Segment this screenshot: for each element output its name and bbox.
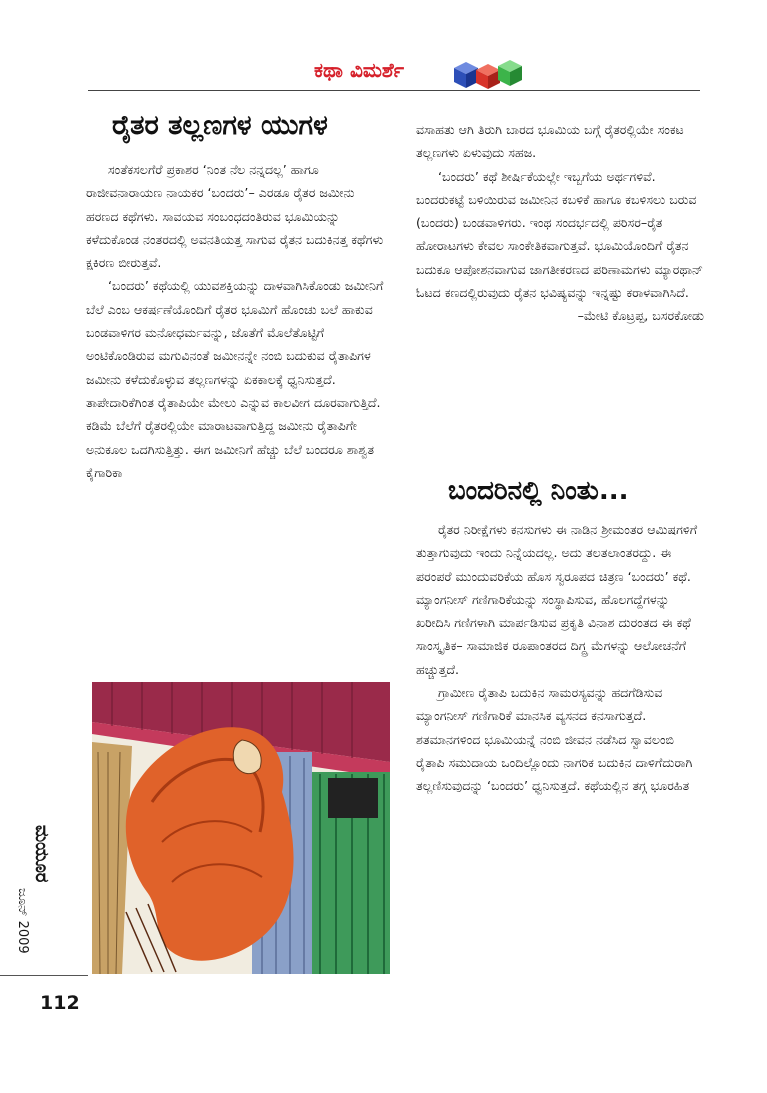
- story-illustration: [92, 682, 390, 974]
- right-column: [416, 118, 704, 328]
- paragraph: ಗ್ರಾಮೀಣ ರೈತಾಪಿ ಬದುಕಿನ ಸಾಮರಸ್ಯವನ್ನು ಹದಗೆಡಿಸುವ ಮ್ಯಾಂಗನೀಸ್ ಗಣಿಗಾರಿಕೆ ಮಾನಸಿಕ ವ್ಯಸನದ ಕನಸಾಗುತ್ತದೆ. ಶತಮಾನಗಳಿಂದ ಭೂಮಿಯನ್ನೆ ನಂಬಿ ಜೀವನ ನಡೆಸಿದ ಸ್ವಾವಲಂಬಿ ರೈತಾಪಿ ಸಮುದಾಯ ಒಂದಿಲ್ಲೊಂದು ನಾಗರಿಕ ಬದುಕಿನ ದಾಳಿಗೆದುರಾಗಿ ತಲ್ಲಣಿಸುವುದನ್ನು ‘ಬಂದರು’ ಧ್ವನಿಸುತ್ತದೆ. ಕಥೆಯಲ್ಲಿನ ತಗ್ಗ ಭೂರಹಿತ: [416, 685, 693, 794]
- issue-date: ಜೂನ್ 2009: [15, 888, 30, 954]
- page-number: 112: [40, 992, 80, 1014]
- paragraph: ವಸಾಹತು ಆಗಿ ತಿರುಗಿ ಬಾರದ ಭೂಮಿಯ ಬಗ್ಗೆ ರೈತರಲ್ಲಿಯೇ ಸಂಕಟ ತಲ್ಲಣಗಳು ಏಳುವುದು ಸಹಜ.: [416, 122, 684, 161]
- paragraph: ‘ಬಂದರು’ ಕಥೆ ಶೀರ್ಷಿಕೆಯಲ್ಲೇ ಇಬ್ಬಗೆಯ ಅರ್ಥಗಳಿವೆ. ಬಂದರುಕಟ್ಟೆ ಬಳಿಯಿರುವ ಜಮೀನಿನ ಕಬಳಿಕೆ ಹಾಗೂ ಕಬಳಿಸಲು ಬರುವ (ಬಂದರು) ಬಂಡವಾಳಿಗರು. ಇಂಥ ಸಂದರ್ಭದಲ್ಲಿ ಪರಿಸರ–ರೈತ ಹೋರಾಟಗಳು ಕೇವಲ ಸಾಂಕೇತಿಕವಾಗುತ್ತವೆ. ಭೂಮಿಯೊಂದಿಗೆ ರೈತನ ಬದುಕೂ ಆಪೋಶನವಾಗುವ ಜಾಗತೀಕರಣದ ಪರಿಣಾಮಗಳು ಮ್ಯಾರಥಾನ್ ಓಟದ ಕಣದಲ್ಲಿರುವುದು ರೈತನ ಭವಿಷ್ಯವನ್ನು ಇನ್ನಷ್ಟು ಕರಾಳವಾಗಿಸಿದೆ.: [416, 168, 704, 301]
- article-title-2: ಬಂದರಿನಲ್ಲಿ ನಿಂತು...: [448, 476, 629, 506]
- header-divider: [88, 90, 700, 91]
- section-title: ಕಥಾ ವಿಮರ್ಶೆ: [314, 58, 404, 82]
- article-title: ರೈತರ ತಲ್ಲಣಗಳ ಯುಗಳ: [112, 110, 328, 141]
- cubes-logo-icon: [450, 56, 530, 90]
- paragraph: ರೈತರ ನಿರೀಕ್ಷೆಗಳು ಕನಸುಗಳು ಈ ನಾಡಿನ ಶ್ರೀಮಂತರ ಆಮಿಷಗಳಿಗೆ ತುತ್ತಾಗುವುದು ಇಂದು ನಿನ್ನೆಯದಲ್ಲ. ಅದು ತಲತಲಾಂತರದ್ದು. ಈ ಪರಂಪರೆ ಮುಂದುವರಿಕೆಯ ಹೊಸ ಸ್ವರೂಪದ ಚಿತ್ರಣ ‘ಬಂದರು’ ಕಥೆ. ಮ್ಯಾಂಗನೀಸ್ ಗಣಿಗಾರಿಕೆಯನ್ನು ಸಂಸ್ಥಾಪಿಸುವ, ಹೊಲಗದ್ದೆಗಳನ್ನು ಖರೀದಿಸಿ ಗಣಿಗಳಾಗಿ ಮಾರ್ಪಡಿಸುವ ಪ್ರಕೃತಿ ವಿನಾಶ ದುರಂತದ ಈ ಕಥೆ ಸಾಂಸ್ಕೃತಿಕ– ಸಾಮಾಜಿಕ ರೂಪಾಂತರದ ದಿಗ್ದ್ರ ಮೆಗಳನ್ನು ಆಲೋಚನೆಗೆ ಹಚ್ಚುತ್ತದೆ.: [416, 522, 698, 677]
- footer-divider: [0, 975, 88, 976]
- left-column: [86, 158, 386, 484]
- right-column-article-2: [416, 518, 704, 798]
- byline: –ಮೇಟಿ ಕೊಟ್ರಪ್ಪ, ಬಸರಕೋಡು: [577, 308, 704, 324]
- paragraph: ‘ಬಂದರು’ ಕಥೆಯಲ್ಲಿ ಯುವಶಕ್ತಿಯನ್ನು ದಾಳವಾಗಿಸಿಕೊಂಡು ಜಮೀನಿಗೆ ಬೆಲೆ ಎಂಬ ಆಕರ್ಷಣೆಯೊಂದಿಗೆ ರೈತರ ಭೂಮಿಗೆ ಹೊಂಚು ಬಲೆ ಹಾಕುವ ಬಂಡವಾಳಿಗರ ಮನೋಧರ್ಮವನ್ನು, ಜೊತೆಗೆ ಮೊಲೆತೊಟ್ಟಿಗೆ ಅಂಟಿಕೊಂಡಿರುವ ಮಗುವಿನಂತೆ ಜಮೀನನ್ನೇ ನಂಬಿ ಬದುಕುವ ರೈತಾಪಿಗಳ ಜಮೀನು ಕಳೆದುಕೊಳ್ಳುವ ತಲ್ಲಣಗಳನ್ನು ಏಕಕಾಲಕ್ಕೆ ಧ್ವನಿಸುತ್ತದೆ. ತಾಪೇದಾರಿಕೆಗಿಂತ ರೈತಾಪಿಯೇ ಮೇಲು ಎನ್ನುವ ಕಾಲವೀಗ ದೂರವಾಗುತ್ತಿದೆ. ಕಡಿಮೆ ಬೆಲೆಗೆ ರೈತರಲ್ಲಿಯೇ ಮಾರಾಟವಾಗುತ್ತಿದ್ದ ಜಮೀನು ರೈತಾಪಿಗೇ ಅನುಕೂಲ ಒದಗಿಸುತ್ತಿತ್ತು. ಈಗ ಜಮೀನಿಗೆ ಹೆಚ್ಚು ಬೆಲೆ ಬಂದರೂ ಶಾಶ್ವತ ಕೈಗಾರಿಕಾ: [86, 278, 384, 480]
- magazine-name: ಮಯೂರ: [31, 825, 52, 883]
- paragraph: ಸಂತೆಕಸಲಗೆರೆ ಪ್ರಕಾಶರ ‘ನಿಂತ ನೆಲ ನನ್ನದಲ್ಲ’ ಹಾಗೂ ರಾಜೀವನಾರಾಯಣ ನಾಯಕರ ‘ಬಂದರು’– ಎರಡೂ ರೈತರ ಜಮೀನು ಹರಣದ ಕಥೆಗಳು. ಸಾವಯವ ಸಂಬಂಧದಂತಿರುವ ಭೂಮಿಯನ್ನು ಕಳೆದುಕೊಂಡ ನಂತರದಲ್ಲಿ ಅವನತಿಯತ್ತ ಸಾಗುವ ರೈತನ ಬದುಕಿನತ್ತ ಕಥೆಗಳು ಕ್ಷಕಿರಣ ಬೀರುತ್ತವೆ.: [86, 162, 384, 271]
